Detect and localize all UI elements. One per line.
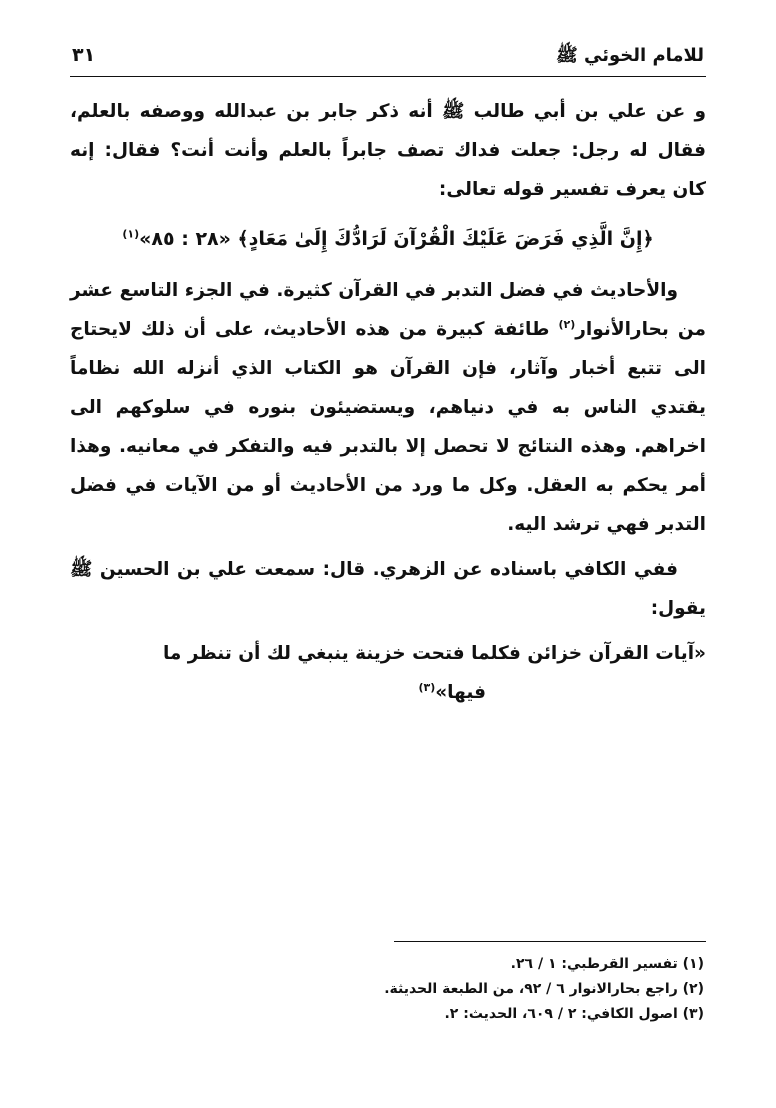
hadith-quote-end: فيها»: [435, 682, 486, 703]
footnote-2: (٢) راجع بحارالانوار ٦ / ٩٢، من الطبعة الحديثة.: [384, 981, 704, 997]
hadith-quote-line-2: [70, 673, 706, 712]
footnote-ref-2: (٢): [558, 317, 576, 331]
paragraph-2-rest: طائفة كبيرة من هذه الأحاديث، على أن ذلك لايحتاج الى تتبع أخبار وآثار، فإن القرآن هو الكتاب الذي أنزله الله نظاماً يقتدي الناس به في دنياهم، ويستضيئون بنوره في سلوكهم الى اخراهم. وهذه النتائج لا تحصل إلا بالتدبر فيه والتفكر في معانيه. وهذا أمر يحكم به العقل. وكل ما ورد من الأحاديث أو من الآيات في فضل التدبر فهي ترشد اليه.: [70, 319, 706, 535]
page-number: ٣١: [72, 44, 96, 66]
footnote-1: (١) تفسير القرطبي: ١ / ٢٦.: [510, 956, 704, 972]
verse-text: ﴿إِنَّ الَّذِي فَرَضَ عَلَيْكَ الْقُرْآنَ لَرَادُّكَ إِلَىٰ مَعَادٍ﴾ «٢٨ : ٨٥»: [139, 228, 654, 250]
footnotes: [304, 952, 704, 1027]
footnote-ref-1: (١): [122, 227, 140, 241]
running-title: للامام الخوئي ﷺ: [556, 45, 704, 66]
footnote-ref-3: (٣): [418, 680, 436, 694]
paragraph-2: [70, 271, 706, 544]
paragraph-2-start: والأحاديث في فضل التدبر في القرآن كثيرة. في الجزء التاسع عشر من بحارالأنوار: [70, 280, 706, 340]
hadith-quote-line-1: «آيات القرآن خزائن فكلما فتحت خزينة ينبغي لك أن تنظر ما: [162, 643, 706, 664]
footnote-3: (٣) اصول الكافي: ٢ / ٦٠٩، الحديث: ٢.: [444, 1006, 704, 1022]
main-text: [70, 92, 706, 712]
page-header: [70, 36, 706, 77]
quran-verse: [70, 217, 706, 261]
paragraph-1: و عن علي بن أبي طالب ﷺ أنه ذكر جابر بن عبدالله ووصفه بالعلم، فقال له رجل: جعلت فداك تصف جابراً بالعلم وأنت أنت؟ فقال: إنه كان يعرف تفسير قوله تعالى:: [70, 101, 706, 200]
paragraph-3: ففي الكافي باسناده عن الزهري. قال: سمعت علي بن الحسين ﷺ يقول:: [70, 559, 706, 619]
footnote-divider: [394, 941, 706, 942]
